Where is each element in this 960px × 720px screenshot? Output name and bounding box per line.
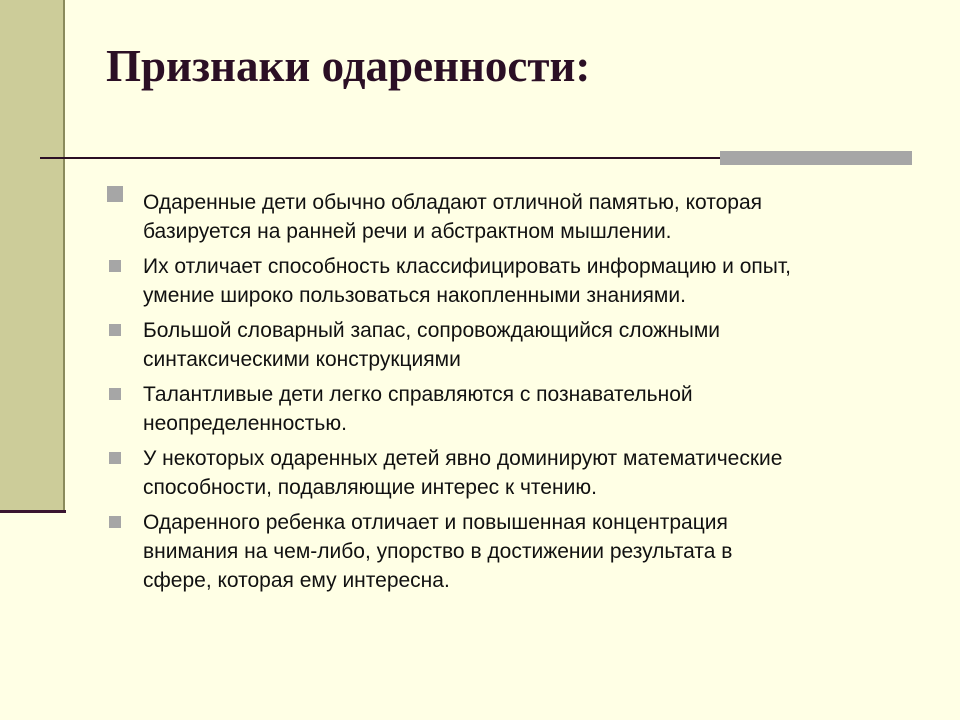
title-accent-bar <box>720 151 912 165</box>
side-bar-bottom-line <box>0 510 66 513</box>
slide-title: Признаки одаренности: <box>106 41 591 91</box>
bullet-list <box>105 186 905 601</box>
bullet-text: Талантливые дети легко справляются с познавательной неопределенностью. <box>143 383 693 435</box>
bullet-text: Большой словарный запас, сопровождающийся сложными синтаксическими конструкциями <box>143 319 721 371</box>
square-bullet-icon <box>109 516 121 528</box>
square-bullet-icon <box>107 186 123 202</box>
decorative-side-bar <box>0 0 65 510</box>
bullet-item <box>105 380 905 438</box>
square-bullet-icon <box>109 324 121 336</box>
bullet-item <box>105 316 905 374</box>
bullet-item <box>105 186 905 246</box>
bullet-item <box>105 508 905 595</box>
bullet-item <box>105 252 905 310</box>
square-bullet-icon <box>109 260 121 272</box>
bullet-text: Одаренные дети обычно обладают отличной памятью, которая базируется на ранней речи и абстрактном мышлении. <box>143 191 763 243</box>
square-bullet-icon <box>109 388 121 400</box>
bullet-text: Одаренного ребенка отличает и повышенная концентрация внимания на чем-либо, упорство в достижении результата в сфере, которая ему интересна. <box>143 511 733 592</box>
bullet-text: У некоторых одаренных детей явно доминируют математические способности, подавляющие интерес к чтению. <box>143 447 783 499</box>
bullet-item <box>105 444 905 502</box>
square-bullet-icon <box>109 452 121 464</box>
bullet-text: Их отличает способность классифицировать информацию и опыт, умение широко пользоваться накопленными знаниями. <box>143 255 792 307</box>
